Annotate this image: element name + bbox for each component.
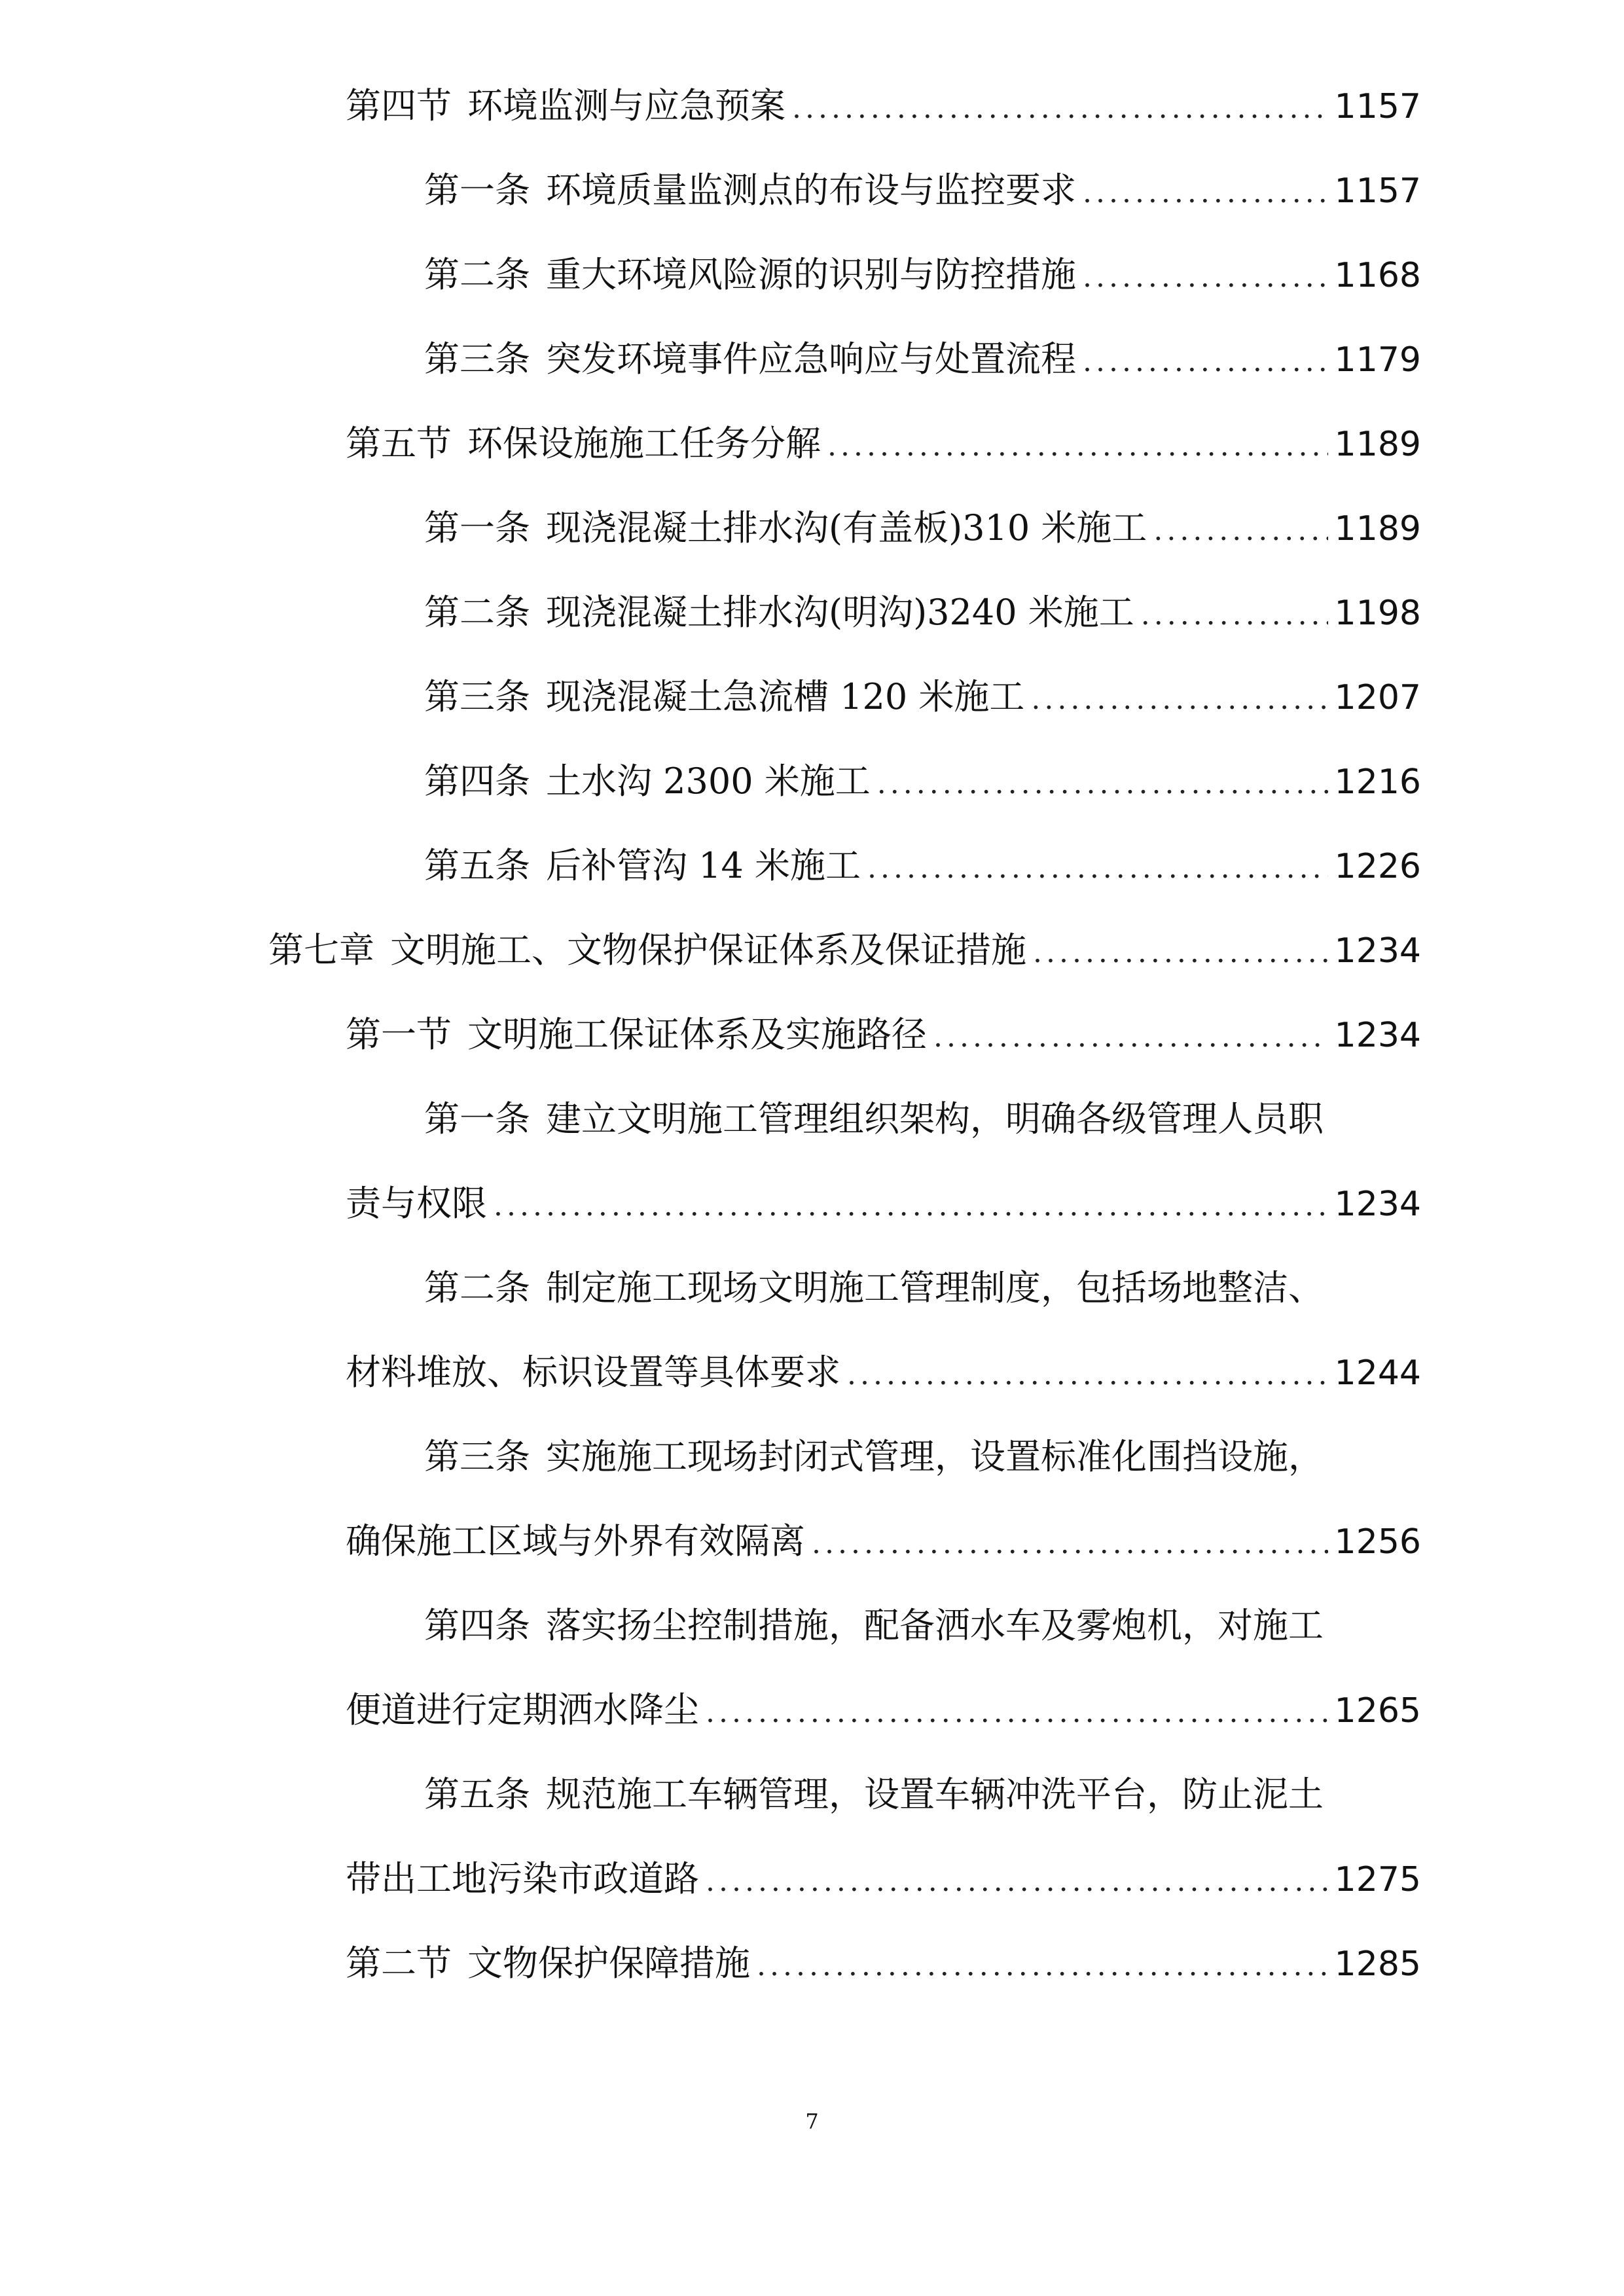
toc-entry[interactable] bbox=[346, 1009, 1421, 1061]
toc-entry-number: 第五条 bbox=[424, 1774, 530, 1815]
toc-entry-title-continued: 确保施工区域与外界有效隔离 bbox=[346, 1520, 805, 1562]
toc-entry-title: 环境监测与应急预案 bbox=[467, 85, 785, 126]
toc-entry-page: 1168 bbox=[1334, 256, 1421, 295]
toc-entry[interactable] bbox=[268, 924, 1421, 977]
dot-leader bbox=[847, 1349, 1328, 1401]
toc-entry-page: 1256 bbox=[1334, 1522, 1421, 1562]
toc-entry-page: 1207 bbox=[1334, 678, 1421, 717]
toc-entry-continuation[interactable] bbox=[346, 1346, 1421, 1399]
toc-entry-title: 后补管沟 14 米施工 bbox=[546, 845, 861, 886]
toc-entry-page: 1234 bbox=[1334, 1016, 1421, 1055]
toc-entry-title: 突发环境事件应急响应与处置流程 bbox=[546, 338, 1076, 380]
dot-leader bbox=[1031, 673, 1327, 726]
toc-entry-title: 土水沟 2300 米施工 bbox=[546, 761, 871, 802]
toc-entry[interactable] bbox=[424, 586, 1421, 639]
dot-leader bbox=[706, 1687, 1328, 1739]
toc-entry-title-continued: 带出工地污染市政道路 bbox=[346, 1858, 699, 1899]
dot-leader bbox=[494, 1180, 1328, 1232]
toc-entry-number: 第一条 bbox=[424, 170, 530, 211]
toc-entry-title: 现浇混凝土急流槽 120 米施工 bbox=[546, 676, 1025, 717]
dot-leader bbox=[812, 1518, 1328, 1570]
toc-entry-title: 现浇混凝土排水沟(有盖板)310 米施工 bbox=[546, 507, 1147, 548]
toc-entry-number: 第四条 bbox=[424, 1605, 530, 1646]
toc-entry-title: 文物保护保障措施 bbox=[467, 1943, 750, 1984]
dot-leader bbox=[706, 1856, 1328, 1908]
toc-entry-page: 1226 bbox=[1334, 847, 1421, 886]
toc-entry-title-continued: 责与权限 bbox=[346, 1183, 487, 1224]
toc-entry-title-continued: 便道进行定期洒水降尘 bbox=[346, 1689, 699, 1731]
toc-entry-title: 现浇混凝土排水沟(明沟)3240 米施工 bbox=[546, 592, 1134, 633]
toc-entry-page: 1275 bbox=[1334, 1860, 1421, 1899]
toc-entry-page: 1189 bbox=[1334, 509, 1421, 548]
toc-entry-number: 第五节 bbox=[346, 423, 452, 464]
toc-entry-title: 文明施工、文物保护保证体系及保证措施 bbox=[390, 929, 1026, 971]
dot-leader bbox=[827, 420, 1328, 473]
toc-entry-page: 1179 bbox=[1334, 340, 1421, 380]
toc-entry-title: 文明施工保证体系及实施路径 bbox=[467, 1014, 927, 1055]
toc-entry[interactable] bbox=[424, 840, 1421, 892]
toc-entry-number: 第五条 bbox=[424, 845, 530, 886]
toc-entry-number: 第七章 bbox=[268, 929, 374, 971]
toc-entry-title: 环保设施施工任务分解 bbox=[467, 423, 821, 464]
toc-entry-title: 环境质量监测点的布设与监控要求 bbox=[546, 170, 1076, 211]
toc-entry-first-line[interactable] bbox=[424, 1093, 1324, 1145]
toc-entry-number: 第一条 bbox=[424, 507, 530, 548]
dot-leader bbox=[1083, 167, 1328, 219]
toc-entry-title: 制定施工现场文明施工管理制度，包括场地整洁、 bbox=[546, 1267, 1324, 1308]
toc-entry[interactable] bbox=[424, 671, 1421, 723]
toc-entry[interactable] bbox=[424, 164, 1421, 217]
toc-entry[interactable] bbox=[424, 249, 1421, 301]
dot-leader bbox=[1083, 251, 1328, 304]
dot-leader bbox=[1033, 927, 1328, 979]
toc-entry-page: 1265 bbox=[1334, 1691, 1421, 1731]
toc-entry[interactable] bbox=[346, 1937, 1421, 1990]
dot-leader bbox=[757, 1940, 1328, 1992]
dot-leader bbox=[792, 82, 1328, 135]
toc-entry-title: 落实扬尘控制措施，配备洒水车及雾炮机，对施工 bbox=[546, 1605, 1324, 1646]
toc-entry-continuation[interactable] bbox=[346, 1684, 1421, 1736]
toc-entry-number: 第三条 bbox=[424, 338, 530, 380]
toc-entry-page: 1234 bbox=[1334, 1185, 1421, 1224]
dot-leader bbox=[1153, 505, 1327, 557]
toc-entry-first-line[interactable] bbox=[424, 1600, 1324, 1652]
toc-entry-number: 第一条 bbox=[424, 1098, 530, 1139]
toc-entry-title: 重大环境风险源的识别与防控措施 bbox=[546, 254, 1076, 295]
toc-entry-number: 第二节 bbox=[346, 1943, 452, 1984]
toc-entry[interactable] bbox=[346, 80, 1421, 132]
toc-entry-page: 1244 bbox=[1334, 1354, 1421, 1393]
toc-entry-page: 1189 bbox=[1334, 425, 1421, 464]
toc-entry-title: 实施施工现场封闭式管理，设置标准化围挡设施， bbox=[546, 1436, 1324, 1477]
toc-entry-number: 第二条 bbox=[424, 254, 530, 295]
toc-entry[interactable] bbox=[424, 502, 1421, 554]
toc-entry-page: 1198 bbox=[1334, 594, 1421, 633]
dot-leader bbox=[867, 842, 1328, 895]
toc-entry-first-line[interactable] bbox=[424, 1262, 1324, 1314]
toc-entry-page: 1285 bbox=[1334, 1945, 1421, 1984]
toc-entry-number: 第四节 bbox=[346, 85, 452, 126]
toc-entry-number: 第二条 bbox=[424, 592, 530, 633]
toc-entry-first-line[interactable] bbox=[424, 1768, 1324, 1821]
toc-entry-number: 第三条 bbox=[424, 676, 530, 717]
dot-leader bbox=[933, 1011, 1328, 1064]
toc-entry-number: 第三条 bbox=[424, 1436, 530, 1477]
page-number: 7 bbox=[805, 2109, 819, 2134]
toc-entry-continuation[interactable] bbox=[346, 1515, 1421, 1568]
toc-entry[interactable] bbox=[424, 333, 1421, 386]
toc-entry-number: 第二条 bbox=[424, 1267, 530, 1308]
dot-leader bbox=[1141, 589, 1328, 641]
toc-entry-continuation[interactable] bbox=[346, 1177, 1421, 1230]
dot-leader bbox=[1083, 336, 1328, 388]
toc-entry-title: 规范施工车辆管理，设置车辆冲洗平台，防止泥土 bbox=[546, 1774, 1324, 1815]
toc-entry-number: 第四条 bbox=[424, 761, 530, 802]
toc-entry[interactable] bbox=[424, 755, 1421, 808]
toc-entry-title: 建立文明施工管理组织架构，明确各级管理人员职 bbox=[546, 1098, 1324, 1139]
toc-entry-page: 1157 bbox=[1334, 171, 1421, 211]
toc-entry-page: 1157 bbox=[1334, 87, 1421, 126]
toc-entry-first-line[interactable] bbox=[424, 1431, 1324, 1483]
toc-entry-page: 1234 bbox=[1334, 931, 1421, 971]
toc-entry-title-continued: 材料堆放、标识设置等具体要求 bbox=[346, 1352, 840, 1393]
toc-entry-continuation[interactable] bbox=[346, 1853, 1421, 1905]
toc-entry-number: 第一节 bbox=[346, 1014, 452, 1055]
toc-entry-page: 1216 bbox=[1334, 762, 1421, 802]
dot-leader bbox=[877, 758, 1328, 810]
toc-entry[interactable] bbox=[346, 418, 1421, 470]
